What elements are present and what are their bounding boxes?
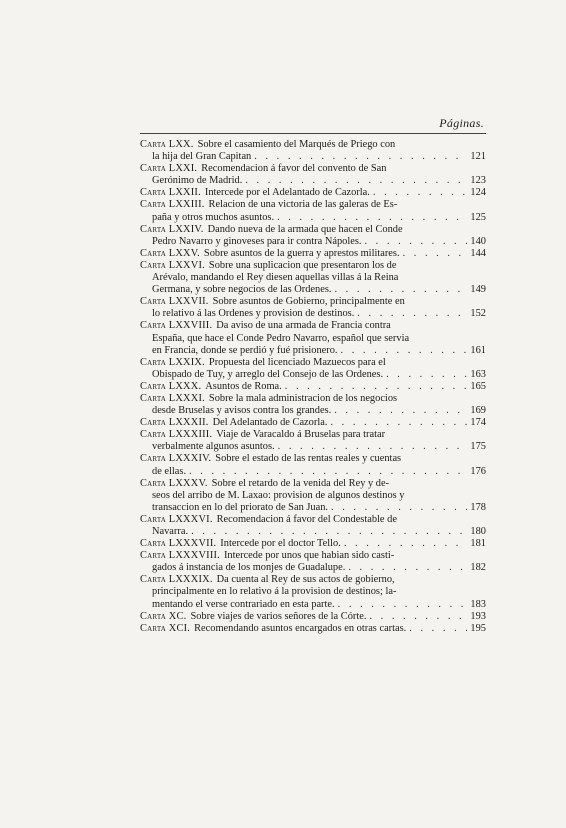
letter-number: Carta LXXXI. xyxy=(140,392,205,404)
dot-leader xyxy=(403,248,468,260)
page-number: 121 xyxy=(470,151,486,163)
entry-description: Recomendacion á favor del Condestable de xyxy=(216,513,397,525)
toc-entry xyxy=(140,163,486,187)
entry-description: Dando nueva de la armada que hacen el Conde xyxy=(207,223,403,235)
dot-leader xyxy=(191,526,467,538)
toc-entry-line xyxy=(140,586,486,598)
toc-entry-line xyxy=(140,357,486,369)
entry-description: Sobre el estado de las rentas reales y cuentas xyxy=(215,453,402,465)
entry-description: Intercede por unos que habian sido casti- xyxy=(223,550,395,562)
letter-number: Carta LXXVII. xyxy=(140,296,209,308)
dot-leader xyxy=(369,611,467,623)
letter-number: Carta XCI. xyxy=(140,622,191,634)
page-number: 125 xyxy=(470,211,486,223)
toc-entry-line xyxy=(140,199,486,211)
entry-description: transaccion en lo del priorato de San Juan. xyxy=(152,501,329,513)
page-number: 175 xyxy=(470,441,486,453)
entry-description: Sobre el casamiento del Marqués de Priego con xyxy=(197,139,396,150)
dot-leader xyxy=(334,284,467,296)
entry-description: Sobre asuntos de la guerra y aprestos militares. xyxy=(203,247,400,259)
entry-description: lo relativo á las Ordenes y provision de destinos. xyxy=(152,308,355,320)
dot-leader xyxy=(331,502,467,514)
dot-leader xyxy=(278,441,468,453)
dot-leader xyxy=(386,369,467,381)
entry-description: mentando el verse contrariado en esta parte. xyxy=(152,598,335,610)
entry-description: principalmente en lo relativo á la provision de destinos; la- xyxy=(152,586,397,598)
dot-leader xyxy=(189,466,467,478)
toc-entry-line xyxy=(140,369,486,381)
page-number: 193 xyxy=(470,610,486,622)
toc-entry xyxy=(140,429,486,453)
entry-description: Sobre una suplicacion que presentaron los de xyxy=(208,259,397,271)
toc-entry-line xyxy=(140,393,486,405)
page-number: 144 xyxy=(470,247,486,259)
toc-entry-line xyxy=(140,187,486,199)
toc-entry-line xyxy=(140,490,486,502)
entry-description: Viaje de Varacaldo á Bruselas para tratar xyxy=(216,429,386,441)
dot-leader xyxy=(285,381,468,393)
entry-description: de ellas. xyxy=(152,465,187,477)
entry-description: gados á instancia de los monjes de Guadalupe. xyxy=(152,562,346,574)
page-number: 140 xyxy=(470,235,486,247)
entry-description: la hija del Gran Capitan xyxy=(152,151,252,163)
pages-header: Páginas. xyxy=(439,116,484,130)
toc-entry xyxy=(140,187,486,199)
toc-entry-line xyxy=(140,514,486,526)
letter-number: Carta LXXXVIII. xyxy=(140,550,220,562)
page-number: 178 xyxy=(470,501,486,513)
page-number: 174 xyxy=(470,417,486,429)
toc-entry xyxy=(140,320,486,356)
entry-description: Pedro Navarro y ginoveses para ir contra Nápoles. xyxy=(152,235,362,247)
page-number: 124 xyxy=(470,187,486,199)
letter-number: Carta LXXXIX. xyxy=(140,574,213,586)
letter-number: Carta LXXI. xyxy=(140,163,198,175)
letter-number: Carta LXXVIII. xyxy=(140,320,213,332)
toc-entry-line xyxy=(140,478,486,490)
page-number: 182 xyxy=(470,562,486,574)
entry-description: en Francia, donde se perdió y fué prisionero. xyxy=(152,344,338,356)
toc-entry-line xyxy=(140,526,486,538)
dot-leader xyxy=(373,187,468,199)
toc-entry-line xyxy=(140,163,486,175)
toc-entry-line xyxy=(140,345,486,357)
dot-leader xyxy=(334,405,467,417)
entry-description: España, que hace el Conde Pedro Navarro, español que servia xyxy=(152,332,410,344)
toc-entry-line xyxy=(140,538,486,550)
entry-description: Recomendando asuntos encargados en otras cartas. xyxy=(194,622,407,634)
toc-entry xyxy=(140,611,486,623)
page-number: 163 xyxy=(470,368,486,380)
entry-description: Da aviso de una armada de Francia contra xyxy=(216,320,391,332)
toc-entry-line xyxy=(140,236,486,248)
entry-description: Del Adelantado de Cazorla. xyxy=(212,417,328,429)
toc-entry-line xyxy=(140,151,486,163)
toc-entry-line xyxy=(140,550,486,562)
dot-leader xyxy=(254,151,467,163)
entry-description: Intercede por el Adelantado de Cazorla. xyxy=(204,187,370,199)
toc-entry-line xyxy=(140,441,486,453)
toc-entry-line xyxy=(140,417,486,429)
entry-description: Sobre el retardo de la venida del Rey y de- xyxy=(211,477,390,489)
toc-entry-line xyxy=(140,320,486,332)
dot-leader xyxy=(277,212,467,224)
entry-description: Obispado de Tuy, y arreglo del Consejo de las Ordenes. xyxy=(152,368,384,380)
toc-entry-line xyxy=(140,405,486,417)
entry-description: Navarra. xyxy=(152,526,189,537)
toc-entry xyxy=(140,417,486,429)
letter-number: Carta LXXV. xyxy=(140,247,200,259)
header-rule xyxy=(140,133,486,134)
table-of-contents xyxy=(140,139,486,635)
letter-number: Carta LXXIV. xyxy=(140,223,204,235)
toc-entry-line xyxy=(140,381,486,393)
entry-description: Asuntos de Roma. xyxy=(205,380,282,392)
dot-leader xyxy=(330,417,467,429)
page-number: 183 xyxy=(470,598,486,610)
letter-number: Carta LXXX. xyxy=(140,380,202,392)
page-number: 165 xyxy=(470,380,486,392)
toc-entry-line xyxy=(140,611,486,623)
toc-entry-line xyxy=(140,248,486,260)
toc-entry-line xyxy=(140,260,486,272)
dot-leader xyxy=(348,562,467,574)
letter-number: Carta LXXXVI. xyxy=(140,513,213,525)
entry-description: Sobre viajes de varios señores de la Córte. xyxy=(190,610,367,622)
letter-number: Carta XC. xyxy=(140,610,187,622)
dot-leader xyxy=(409,623,467,635)
entry-description: Arévalo, mandando el Rey diesen aquellas villas á la Reina xyxy=(152,272,399,284)
letter-number: Carta LXXII. xyxy=(140,187,201,199)
entry-description: Sobre la mala administracion de los negocios xyxy=(208,392,398,404)
toc-entry-line xyxy=(140,562,486,574)
toc-entry xyxy=(140,623,486,635)
toc-entry-line xyxy=(140,175,486,187)
entry-description: Propuesta del licenciado Mazuecos para el xyxy=(208,356,386,368)
letter-number: Carta LXXVI. xyxy=(140,259,205,271)
toc-entry-line xyxy=(140,574,486,586)
toc-entry xyxy=(140,538,486,550)
toc-entry-line xyxy=(140,308,486,320)
letter-number: Carta LXX. xyxy=(140,139,194,150)
toc-entry-line xyxy=(140,272,486,284)
toc-entry-line xyxy=(140,466,486,478)
dot-leader xyxy=(344,538,468,550)
toc-entry xyxy=(140,381,486,393)
dot-leader xyxy=(341,345,468,357)
dot-leader xyxy=(338,599,468,611)
toc-entry xyxy=(140,248,486,260)
page-number: 195 xyxy=(470,622,486,634)
toc-entry xyxy=(140,260,486,296)
letter-number: Carta LXXIII. xyxy=(140,199,205,211)
letter-number: Carta LXXXV. xyxy=(140,477,208,489)
toc-entry xyxy=(140,514,486,538)
letter-number: Carta LXXXII. xyxy=(140,417,209,429)
toc-entry xyxy=(140,224,486,248)
page-number: 169 xyxy=(470,405,486,417)
page-number: 123 xyxy=(470,175,486,187)
toc-entry xyxy=(140,574,486,610)
dot-leader xyxy=(245,175,467,187)
entry-description: Intercede por el doctor Tello. xyxy=(220,538,341,550)
toc-entry-line xyxy=(140,296,486,308)
page-number: 161 xyxy=(470,344,486,356)
entry-description: Sobre asuntos de Gobierno, principalmente en xyxy=(212,296,405,308)
letter-number: Carta LXXIX. xyxy=(140,356,205,368)
toc-entry xyxy=(140,550,486,574)
page-number: 181 xyxy=(470,538,486,550)
letter-number: Carta LXXXIV. xyxy=(140,453,212,465)
toc-entry-line xyxy=(140,623,486,635)
entry-description: seos del arribo de M. Laxao: provision de algunos destinos y xyxy=(152,489,405,501)
dot-leader xyxy=(357,308,467,320)
page-number: 149 xyxy=(470,284,486,296)
toc-entry-line xyxy=(140,333,486,345)
toc-entry xyxy=(140,393,486,417)
toc-entry xyxy=(140,139,486,163)
page-number: 176 xyxy=(470,465,486,477)
letter-number: Carta LXXXIII. xyxy=(140,429,213,441)
entry-description: verbalmente algunos asuntos. xyxy=(152,441,275,453)
entry-description: Gerónimo de Madrid. xyxy=(152,175,243,187)
dot-leader xyxy=(364,236,467,248)
page-number: 180 xyxy=(470,526,486,537)
letter-number: Carta LXXXVII. xyxy=(140,538,217,550)
toc-entry-line xyxy=(140,212,486,224)
toc-entry xyxy=(140,453,486,477)
page-number: 152 xyxy=(470,308,486,320)
toc-entry xyxy=(140,296,486,320)
toc-entry-line xyxy=(140,284,486,296)
toc-entry-line xyxy=(140,599,486,611)
entry-description: Recomendacion á favor del convento de San xyxy=(201,163,387,175)
toc-entry-line xyxy=(140,139,486,151)
toc-entry xyxy=(140,478,486,514)
entry-description: Relacion de una victoria de las galeras de Es- xyxy=(208,199,398,211)
toc-entry xyxy=(140,199,486,223)
entry-description: paña y otros muchos asuntos. xyxy=(152,211,275,223)
toc-entry-line xyxy=(140,502,486,514)
entry-description: Germana, y sobre negocios de las Ordenes. xyxy=(152,284,332,296)
toc-entry-line xyxy=(140,453,486,465)
entry-description: Da cuenta al Rey de sus actos de gobierno, xyxy=(216,574,395,586)
toc-entry xyxy=(140,357,486,381)
entry-description: desde Bruselas y avisos contra los grandes. xyxy=(152,405,332,417)
toc-entry-line xyxy=(140,429,486,441)
toc-entry-line xyxy=(140,224,486,236)
